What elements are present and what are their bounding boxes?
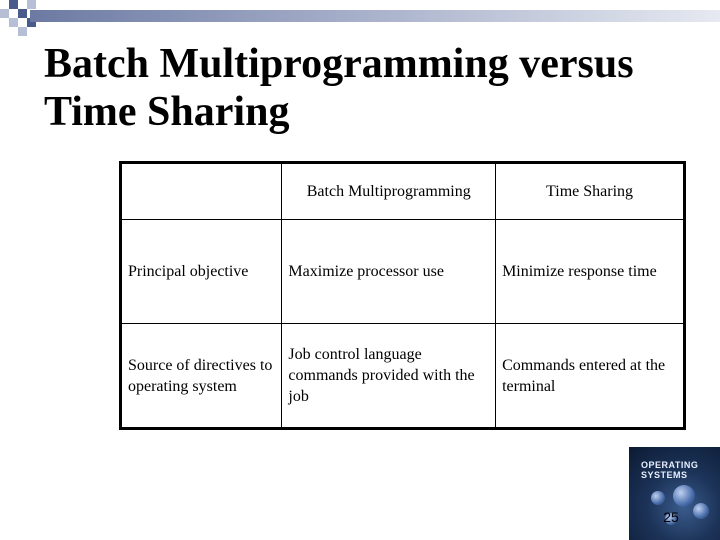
header-empty-cell [121,163,282,220]
row-label-source-of-directives: Source of directives to operating system [121,324,282,429]
table-row [121,324,685,429]
comparison-table [119,161,686,430]
cell-batch-directives: Job control language commands provided with the job [282,324,496,429]
cell-time-sharing-directives: Commands entered at the terminal [496,324,685,429]
header-batch-multiprogramming: Batch Multiprogramming [282,163,496,220]
table-header-row [121,163,685,220]
table-row [121,220,685,324]
title-accent-bar [30,10,720,22]
row-label-principal-objective: Principal objective [121,220,282,324]
page-number: 25 [663,509,679,525]
header-time-sharing: Time Sharing [496,163,685,220]
book-cover-title: OPERATING SYSTEMS [641,460,699,480]
book-cover-image [629,447,720,540]
cell-batch-objective: Maximize processor use [282,220,496,324]
cell-time-sharing-objective: Minimize response time [496,220,685,324]
slide-title: Batch Multiprogramming versus Time Sharing [44,41,634,135]
